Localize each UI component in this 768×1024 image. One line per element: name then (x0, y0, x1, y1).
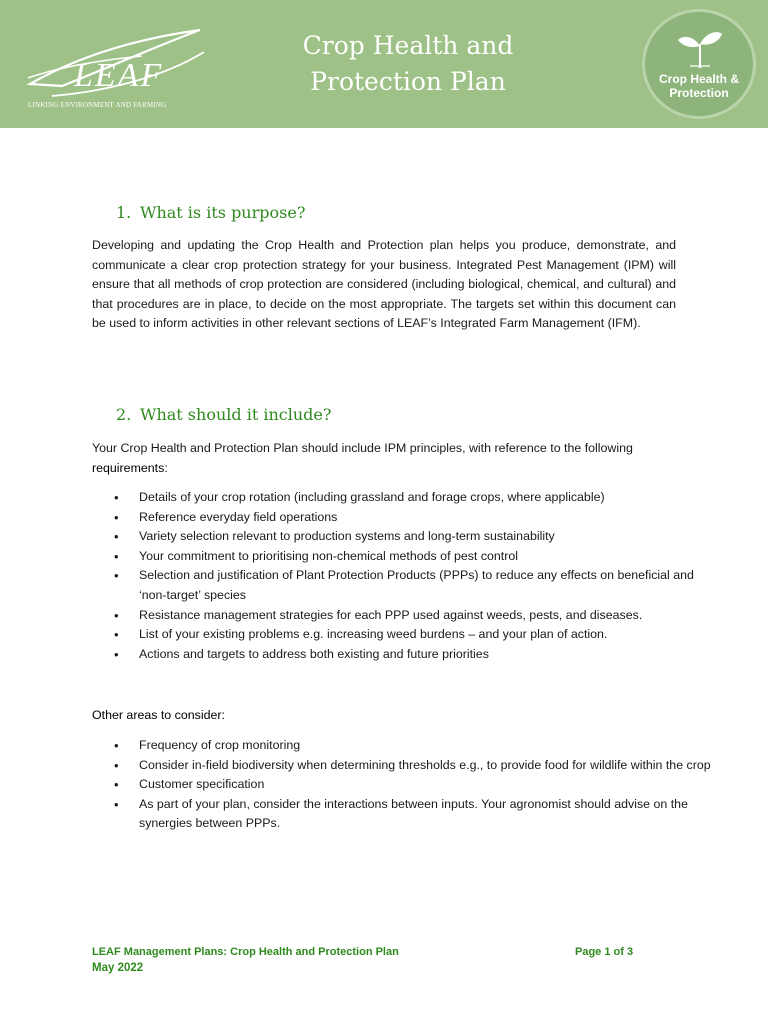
footer-date: May 2022 (92, 962, 144, 974)
badge-label-line2: Protection (669, 86, 729, 100)
topic-badge (642, 9, 756, 119)
other-areas-list (92, 736, 712, 834)
list-item: • Consider in-field biodiversity when determining thresholds e.g., to provide food for wildlife within the crop (92, 756, 712, 776)
list-item: • Variety selection relevant to production systems and long-term sustainability (92, 527, 712, 547)
seedling-icon (676, 28, 724, 68)
list-item: • Frequency of crop monitoring (92, 736, 712, 756)
footer-document-name: LEAF Management Plans: Crop Health and Protection Plan (92, 946, 399, 958)
list-item: • Your commitment to prioritising non-chemical methods of pest control (92, 547, 712, 567)
list-item: • Resistance management strategies for each PPP used against weeds, pests, and diseases. (92, 606, 712, 626)
list-item: • Selection and justification of Plant Protection Products (PPPs) to reduce any effects on beneficial and ‘non-target’ species (92, 566, 712, 605)
section-heading-include (116, 405, 331, 424)
page-title (258, 28, 558, 100)
purpose-paragraph: Developing and updating the Crop Health and Protection plan helps you produce, demonstrate, and communicate a clear crop protection strategy for your business. Integrated Pest Management (IPM) will ensure that all methods of crop protection are considered (including biological, chemical, and cultural) and that procedures are in place, to decide on the most appropriate. The targets set within this document can be used to inform activities in other relevant sections of LEAF’s Integrated Farm Management (IFM). (92, 238, 676, 331)
footer-page-number: Page 1 of 3 (575, 946, 634, 958)
section-heading-text: What is its purpose? (140, 203, 306, 222)
list-item: • Details of your crop rotation (including grassland and forage crops, where applicable) (92, 488, 712, 508)
list-item: • As part of your plan, consider the interactions between inputs. Your agronomist should advise on the synergies between PPPs. (92, 795, 712, 834)
section-number: 2. (116, 405, 132, 424)
badge-label-line1: Crop Health & (658, 72, 739, 86)
intro-bold-requirements: requirements (92, 460, 165, 475)
intro-end: : (164, 460, 168, 475)
other-areas-heading: Other areas to consider: (92, 708, 225, 722)
header-banner (0, 0, 768, 128)
intro-text: Your Crop Health and Protection Plan should include IPM principles, with reference to the following (92, 441, 633, 455)
logo-tagline: LINKING ENVIRONMENT AND FARMING (28, 101, 167, 109)
list-item: • Actions and targets to address both existing and future priorities (92, 645, 712, 665)
include-intro-paragraph (92, 439, 676, 478)
list-item: • Reference everyday field operations (92, 508, 712, 528)
requirements-list (92, 488, 712, 664)
section-heading-text: What should it include? (140, 405, 332, 424)
section-heading-purpose (116, 203, 305, 222)
page-title-line1: Crop Health and (302, 31, 514, 60)
list-item: • Customer specification (92, 775, 712, 795)
section-number: 1. (116, 203, 132, 222)
page-title-line2: Protection Plan (310, 67, 506, 96)
list-item: • List of your existing problems e.g. increasing weed burdens – and your plan of action. (92, 625, 712, 645)
badge-label (645, 72, 753, 100)
logo-wordmark: LEAF (74, 57, 164, 94)
